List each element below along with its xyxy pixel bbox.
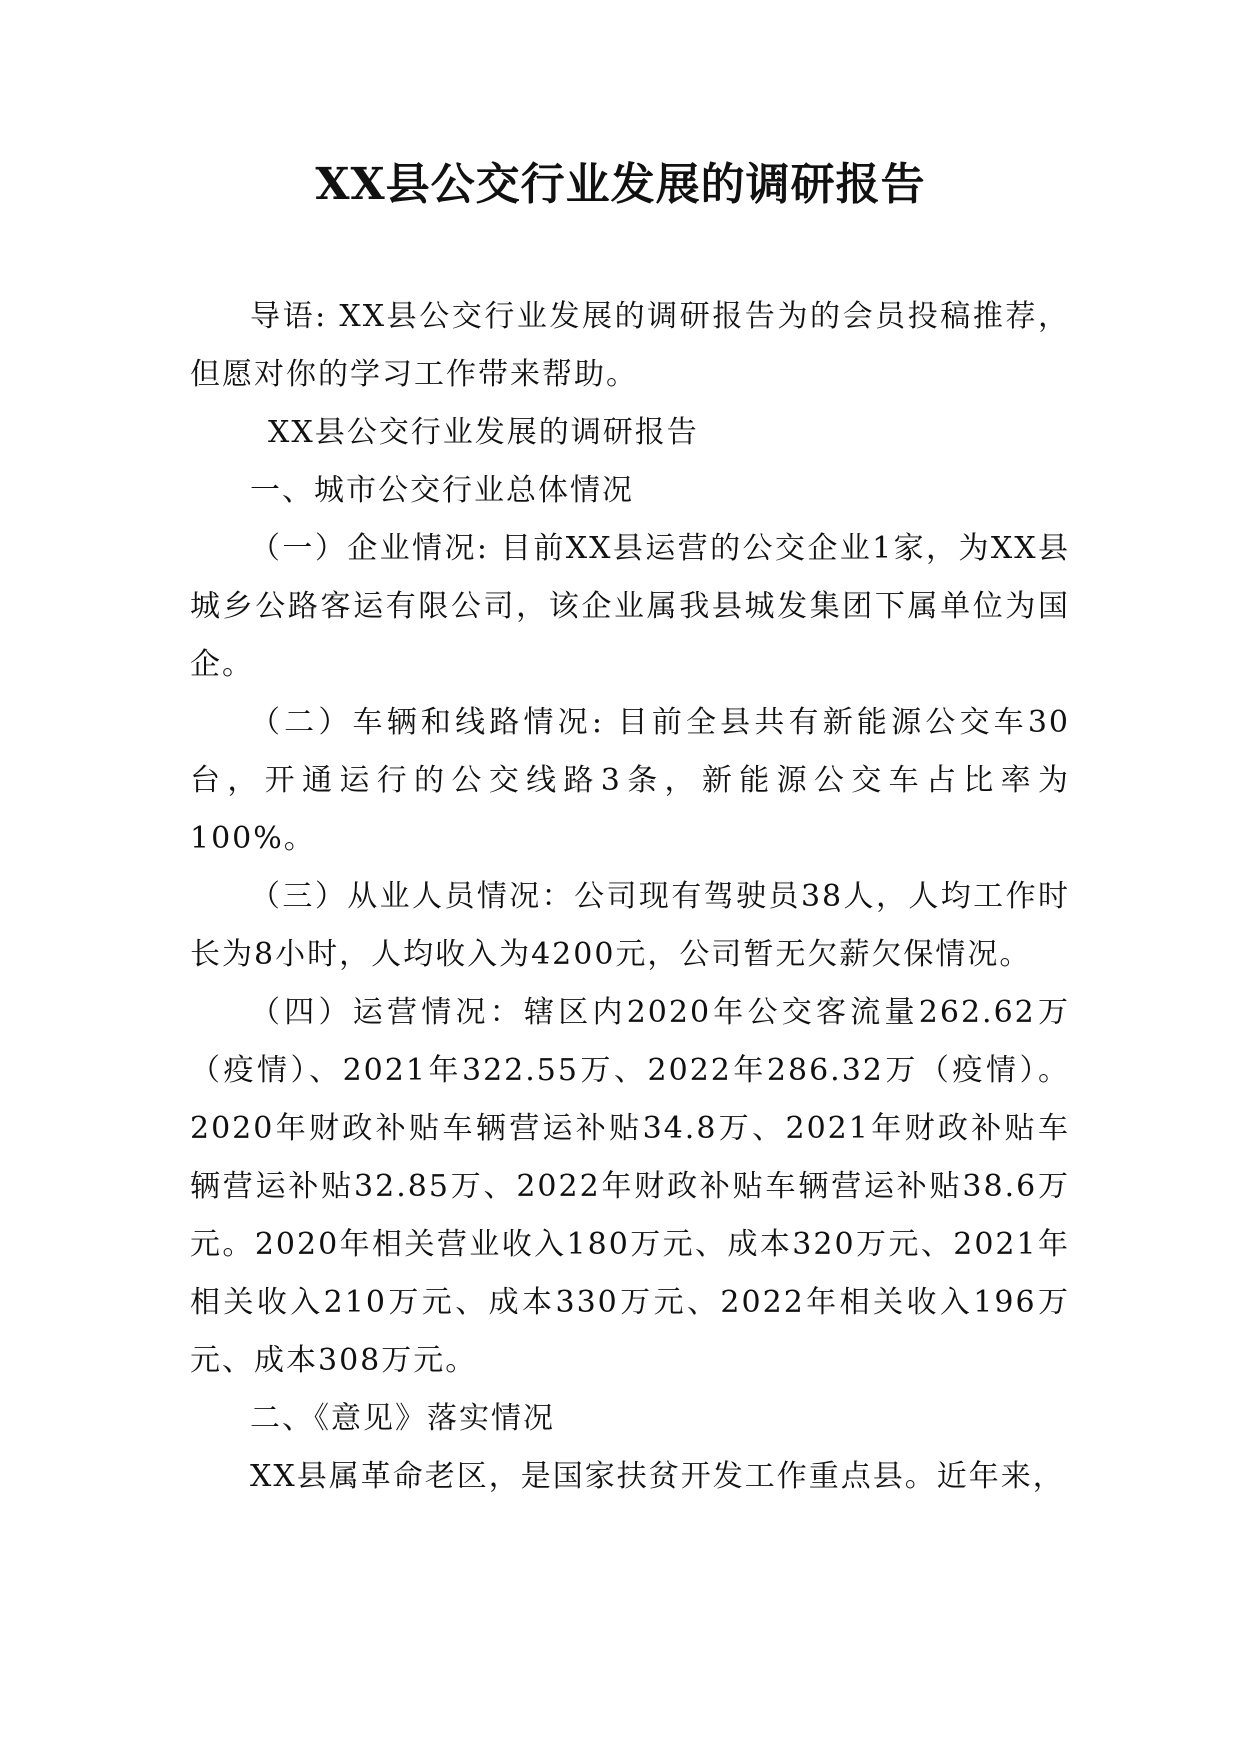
operations-paragraph: （四）运营情况：辖区内2020年公交客流量262.62万（疫情）、2021年322.55万、2022年286.32万（疫情）。2020年财政补贴车辆营运补贴34.8万、2021年财政补贴车辆营运补贴32.85万、2022年财政补贴车辆营运补贴38.6万元。2020年相关营业收入180万元、成本320万元、2021年相关收入210万元、成本330万元、2022年相关收入196万元、成本308万元。 — [190, 995, 1070, 1378]
section-heading-1: 一、城市公交行业总体情况 — [250, 473, 634, 508]
vehicles-routes-paragraph: （二）车辆和线路情况: 目前全县共有新能源公交车30台，开通运行的公交线路3条，新能源公交车占比率为100%。 — [190, 705, 1070, 856]
enterprise-paragraph: （一）企业情况: 目前XX县运营的公交企业1家，为XX县城乡公路客运有限公司，该企业属我县城发集团下属单位为国企。 — [190, 531, 1070, 682]
region-paragraph: XX县属革命老区，是国家扶贫开发工作重点县。近年来， — [250, 1459, 1065, 1494]
intro-paragraph: 导语: XX县公交行业发展的调研报告为的会员投稿推荐，但愿对你的学习工作带来帮助。 — [190, 299, 1070, 392]
document-body — [190, 288, 1070, 1506]
staff-paragraph: （三）从业人员情况：公司现有驾驶员38人，人均工作时长为8小时，人均收入为4200元，公司暂无欠薪欠保情况。 — [190, 879, 1070, 972]
report-subtitle: XX县公交行业发展的调研报告 — [268, 415, 699, 450]
section-heading-2: 二、《意见》落实情况 — [250, 1401, 555, 1436]
document-title: XX县公交行业发展的调研报告 — [315, 159, 926, 210]
